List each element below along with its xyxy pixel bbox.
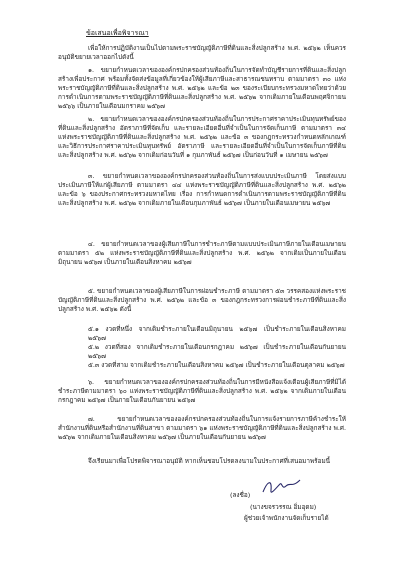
handwritten-signature	[260, 476, 304, 498]
item-1: ๑. ขยายกำหนดเวลาขององค์กรปกครองส่วนท้องถิ่นในการจัดทำบัญชีรายการที่ดินและสิ่งปลูกสร้างเพื่อประกาศ พร้อมทั้งจัดส่งข้อมูลที่เกี่ยวข้องให้ผู้เสียภาษีและสาธารณชนทราบ ตามมาตรา ๓๐ แห่งพระราชบัญญัติภาษีที่ดินและสิ่งปลูกสร้าง พ.ศ. ๒๕๖๒ และข้อ ๒๓ ของระเบียบกระทรวงมหาดไทยว่าด้วยการดำเนินการตามพระราชบัญญัติภาษีที่ดินและสิ่งปลูกสร้าง พ.ศ. ๒๕๖๒ จากเดิมภายในเดือนพฤศจิกายน ๒๕๖๖ เป็นภายในเดือนมกราคม ๒๕๖๗	[58, 66, 346, 110]
subitem-5-1: ๕.๑ งวดที่หนึ่ง จากเดิมชำระภายในเดือนมิถุนายน ๒๕๖๗ เป็นชำระภายในเดือนสิงหาคม ๒๕๖๗	[88, 325, 346, 342]
closing-paragraph: จึงเรียนมาเพื่อโปรดพิจารณาอนุมัติ หากเห็นชอบโปรดลงนามในประกาศที่เสนอมาพร้อมนี้	[88, 457, 331, 465]
item-4: ๔. ขยายกำหนดเวลาของผู้เสียภาษีในการชำระภาษีตามแบบประเมินภาษีภายในเดือนเมษายน ตามมาตรา ๕๒ แห่งพระราชบัญญัติภาษีที่ดินและสิ่งปลูกสร้าง พ.ศ. ๒๕๖๒ จากเดิมเป็นภายในเดือนมิถุนายน ๒๕๖๗ เป็นภายในเดือนสิงหาคม ๒๕๖๗	[58, 240, 346, 266]
signer-name: (นางขจรวรรณ อิ่มอุดม)	[250, 503, 317, 511]
item-7: ๗. ขยายกำหนดเวลาขององค์กรปกครองส่วนท้องถิ่นในการแจ้งรายการภาษีค้างชำระให้สำนักงานที่ดินหรือสำนักงานที่ดินสาขา ตามมาตรา ๖๑ แห่งพระราชบัญญัติภาษีที่ดินและสิ่งปลูกสร้าง พ.ศ. ๒๕๖๒ จากเดิมภายในเดือนสิงหาคม ๒๕๖๗ เป็นภายในเดือนกันยายน ๒๕๖๗	[58, 415, 346, 441]
intro-paragraph: เพื่อให้การปฏิบัติงานเป็นไปตามพระราชบัญญัติภาษีที่ดินและสิ่งปลูกสร้าง พ.ศ. ๒๕๖๒ เห็นควรอนุมัติขยายเวลาออกไปดังนี้	[58, 44, 346, 61]
item-2: ๒. ขยายกำหนดเวลาขององค์กรปกครองส่วนท้องถิ่นในการประกาศราคาประเมินทุนทรัพย์ของที่ดินและสิ่งปลูกสร้าง อัตราภาษีที่จัดเก็บ และรายละเอียดอื่นที่จำเป็นในการจัดเก็บภาษี ตามมาตรา ๓๔ แห่งพระราชบัญญัติภาษีที่ดินและสิ่งปลูกสร้าง พ.ศ. ๒๕๖๒ และข้อ ๓ ของกฎกระทรวงกำหนดหลักเกณฑ์และวิธีการประกาศราคาประเมินทุนทรัพย์ อัตราภาษี และรายละเอียดอื่นที่จำเป็นในการจัดเก็บภาษีที่ดินและสิ่งปลูกสร้าง พ.ศ. ๒๕๖๒ จากเดิมก่อนวันที่ ๑ กุมภาพันธ์ ๒๕๖๗ เป็นก่อนวันที่ ๑ เมษายน ๒๕๖๗	[58, 115, 346, 159]
item-6: ๖. ขยายกำหนดเวลาขององค์กรปกครองส่วนท้องถิ่นในการมีหนังสือแจ้งเตือนผู้เสียภาษีที่มิได้ชำระภาษีตามมาตรา ๖๐ แห่งพระราชบัญญัติภาษีที่ดินและสิ่งปลูกสร้าง พ.ศ. ๒๕๖๒ จากเดิมภายในเดือนกรกฎาคม ๒๕๖๗ เป็นภายในเดือนกันยายน ๒๕๖๗	[58, 378, 346, 404]
signature-block	[230, 476, 350, 532]
item-3: ๓. ขยายกำหนดเวลาขององค์กรปกครองส่วนท้องถิ่นในการส่งแบบประเมินภาษี โดยส่งแบบประเมินภาษีให้แก่ผู้เสียภาษี ตามมาตรา ๔๔ แห่งพระราชบัญญัติภาษีที่ดินและสิ่งปลูกสร้าง พ.ศ. ๒๕๖๒ และข้อ ๖ ของประกาศกระทรวงมหาดไทย เรื่อง การกำหนดการดำเนินการตามพระราชบัญญัติภาษีที่ดินและสิ่งปลูกสร้าง พ.ศ. ๒๕๖๒ จากเดิมภายในเดือนกุมภาพันธ์ ๒๕๖๗ เป็นภายในเดือนเมษายน ๒๕๖๗	[58, 172, 346, 207]
signer-position: ผู้ช่วยเจ้าพนักงานจัดเก็บรายได้	[244, 514, 329, 522]
memo-heading: ข้อเสนอเพื่อพิจารณา	[86, 29, 149, 37]
subitem-5-2: ๕.๒ งวดที่สอง จากเดิมชำระภายในเดือนกรกฎาคม ๒๕๖๗ เป็นชำระภายในเดือนกันยายน ๒๕๖๗	[88, 343, 346, 360]
signature-label: (ลงชื่อ)	[230, 491, 251, 499]
subitem-5-3: ๕.๓ งวดที่สาม จากเดิมชำระภายในเดือนสิงหาคม ๒๕๖๗ เป็นชำระภายในเดือนตุลาคม ๒๕๖๗	[88, 361, 345, 369]
item-5: ๕. ขยายกำหนดเวลาของผู้เสียภาษีในการผ่อนชำระภาษี ตามมาตรา ๕๓ วรรคสองแห่งพระราชบัญญัติภาษีที่ดินและสิ่งปลูกสร้าง พ.ศ. ๒๕๖๒ และข้อ ๓ ของกฎกระทรวงการผ่อนชำระภาษีที่ดินและสิ่งปลูกสร้าง พ.ศ. ๒๕๖๒ ดังนี้	[58, 287, 346, 313]
